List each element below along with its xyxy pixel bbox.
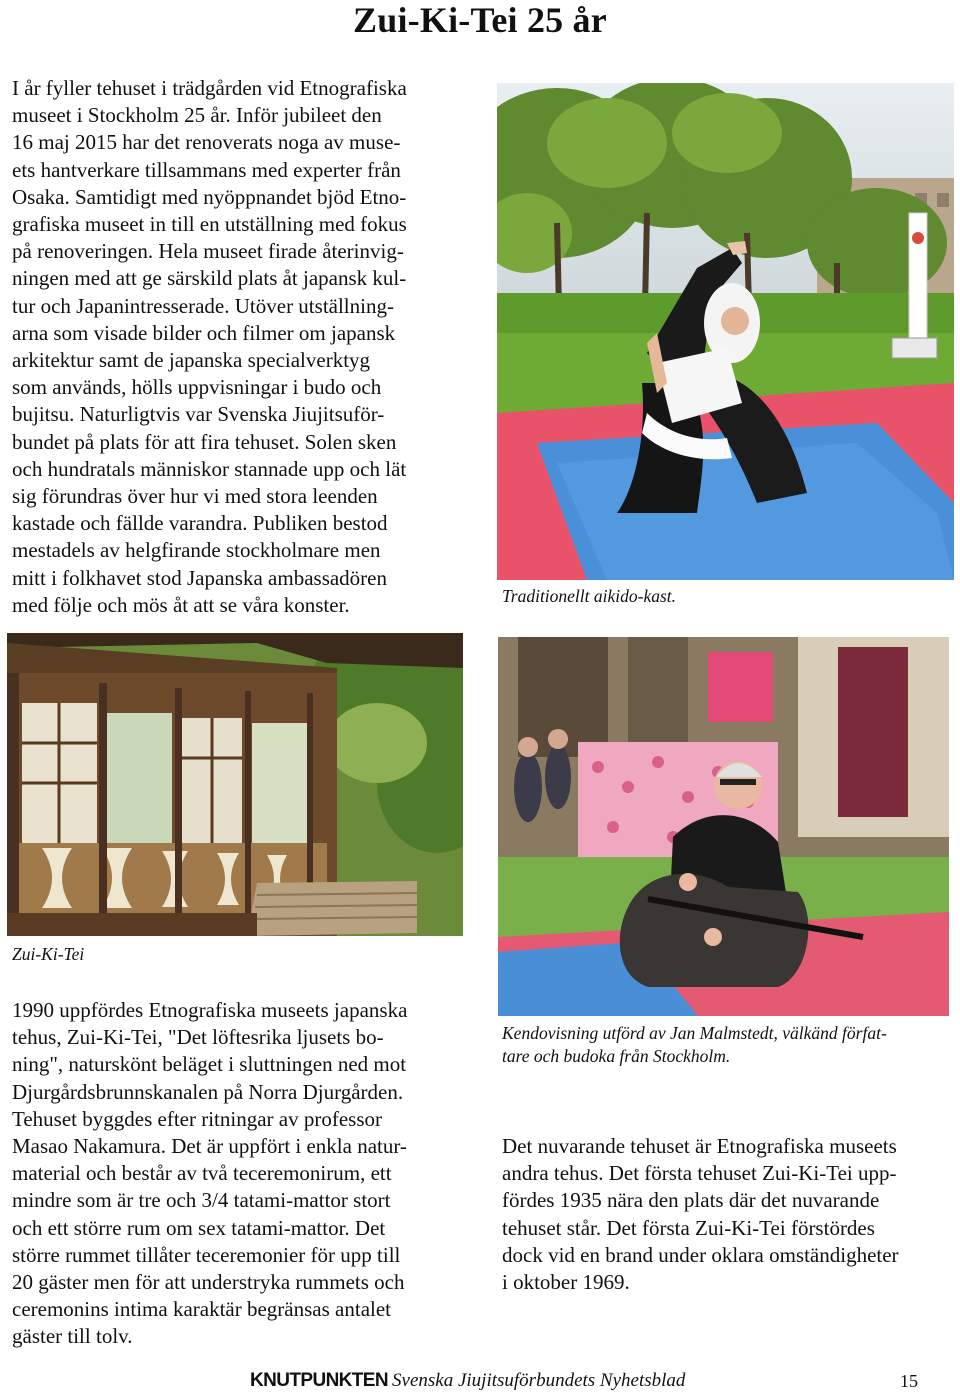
- intro-line: Osaka. Samtidigt med nyöppnandet bjöd Etno-: [12, 184, 407, 209]
- kendo-photo: [498, 637, 949, 1016]
- current-house-line: Det nuvarande tehuset är Etnografiska museets: [502, 1134, 897, 1158]
- current-house-paragraph: [502, 1133, 957, 1296]
- history-line: Tehuset byggdes efter ritningar av professor: [12, 1106, 382, 1131]
- aikido-photo: [497, 83, 954, 580]
- aikido-caption: Traditionellt aikido-kast.: [502, 586, 677, 606]
- kendo-caption-line: Kendovisning utförd av Jan Malmstedt, välkänd förfat-: [502, 1023, 887, 1043]
- kendo-caption-line: tare och budoka från Stockholm.: [502, 1045, 731, 1066]
- history-line: mindre som är tre och 3/4 tatami-mattor stort: [12, 1188, 391, 1213]
- teahouse-caption: Zui-Ki-Tei: [12, 944, 85, 964]
- page-number: 15: [900, 1371, 918, 1391]
- intro-paragraph: [12, 75, 482, 619]
- intro-line: 16 maj 2015 har det renoverats noga av muse-: [12, 130, 401, 155]
- page-title: Zui-Ki-Tei 25 år: [353, 0, 607, 40]
- intro-line: kastade och fällde varandra. Publiken bestod: [12, 511, 388, 536]
- intro-line: ningen med att ge särskild plats åt japansk kul-: [12, 266, 407, 291]
- history-line: och ett större rum om sex tatami-mattor. Det: [12, 1215, 386, 1240]
- history-line: Djurgårdsbrunnskanalen på Norra Djurgården.: [12, 1079, 404, 1104]
- history-line: material och består av två teceremonirum, ett: [12, 1161, 392, 1186]
- footer-brand: KNUTPUNKTEN: [250, 1370, 389, 1391]
- history-line: 20 gäster men för att understryka rummets och: [12, 1270, 405, 1295]
- intro-line: ets hantverkare tillsammans med experter från: [12, 157, 401, 182]
- history-line: ning", naturskönt beläget i sluttningen ned mot: [12, 1052, 407, 1077]
- intro-line: arna som visade bilder och filmer om japansk: [12, 320, 396, 345]
- intro-line: tur och Japanintresserade. Utöver utställning-: [12, 293, 394, 318]
- history-line: större rummet tillåter teceremonier för upp till: [12, 1242, 401, 1267]
- current-house-line: andra tehus. Det första tehuset Zui-Ki-Tei upp-: [502, 1161, 897, 1186]
- footer: [250, 1370, 720, 1396]
- intro-line: mestadels av helgfirande stockholmare men: [12, 538, 381, 563]
- history-line: 1990 uppfördes Etnografiska museets japanska: [12, 998, 408, 1022]
- intro-line: arkitektur samt de japanska specialverktyg: [12, 348, 371, 373]
- intro-line: som används, hölls uppvisningar i budo och: [12, 375, 382, 400]
- current-house-line: fördes 1935 nära den plats där det nuvarande: [502, 1188, 880, 1213]
- intro-line: på renoveringen. Hela museet firade återinvig-: [12, 239, 404, 264]
- kendo-caption: [502, 1022, 952, 1067]
- footer-subtitle: Svenska Jiujitsuförbundets Nyhetsblad: [392, 1370, 686, 1391]
- intro-line: med följe och mös åt att se våra konster.: [12, 592, 350, 617]
- current-house-line: dock vid en brand under oklara omständigheter: [502, 1242, 899, 1267]
- history-line: Masao Nakamura. Det är uppfört i enkla natur-: [12, 1134, 407, 1159]
- intro-line: och hundratals människor stannade upp och lät: [12, 456, 407, 481]
- intro-line: museet i Stockholm 25 år. Inför jubileet den: [12, 103, 382, 128]
- intro-line: bujitsu. Naturligtvis var Svenska Jiujitsuför-: [12, 402, 385, 427]
- history-line: gäster till tolv.: [12, 1324, 133, 1349]
- current-house-line: tehuset står. Det första Zui-Ki-Tei förstördes: [502, 1215, 875, 1240]
- intro-line: sig förundras över hur vi med stora leenden: [12, 484, 378, 509]
- intro-line: mitt i folkhavet stod Japanska ambassadören: [12, 565, 387, 590]
- intro-line: bundet på plats för att fira tehuset. Solen sken: [12, 429, 397, 454]
- teahouse-photo: [7, 633, 463, 936]
- history-line: ceremonins intima karaktär begränsas antalet: [12, 1297, 392, 1322]
- history-paragraph: [12, 997, 482, 1351]
- current-house-line: i oktober 1969.: [502, 1270, 630, 1295]
- intro-line: grafiska museet in till en utställning med fokus: [12, 212, 407, 237]
- intro-line: I år fyller tehuset i trädgården vid Etnografiska: [12, 76, 407, 100]
- history-line: tehus, Zui-Ki-Tei, "Det löftesrika ljusets bo-: [12, 1025, 384, 1050]
